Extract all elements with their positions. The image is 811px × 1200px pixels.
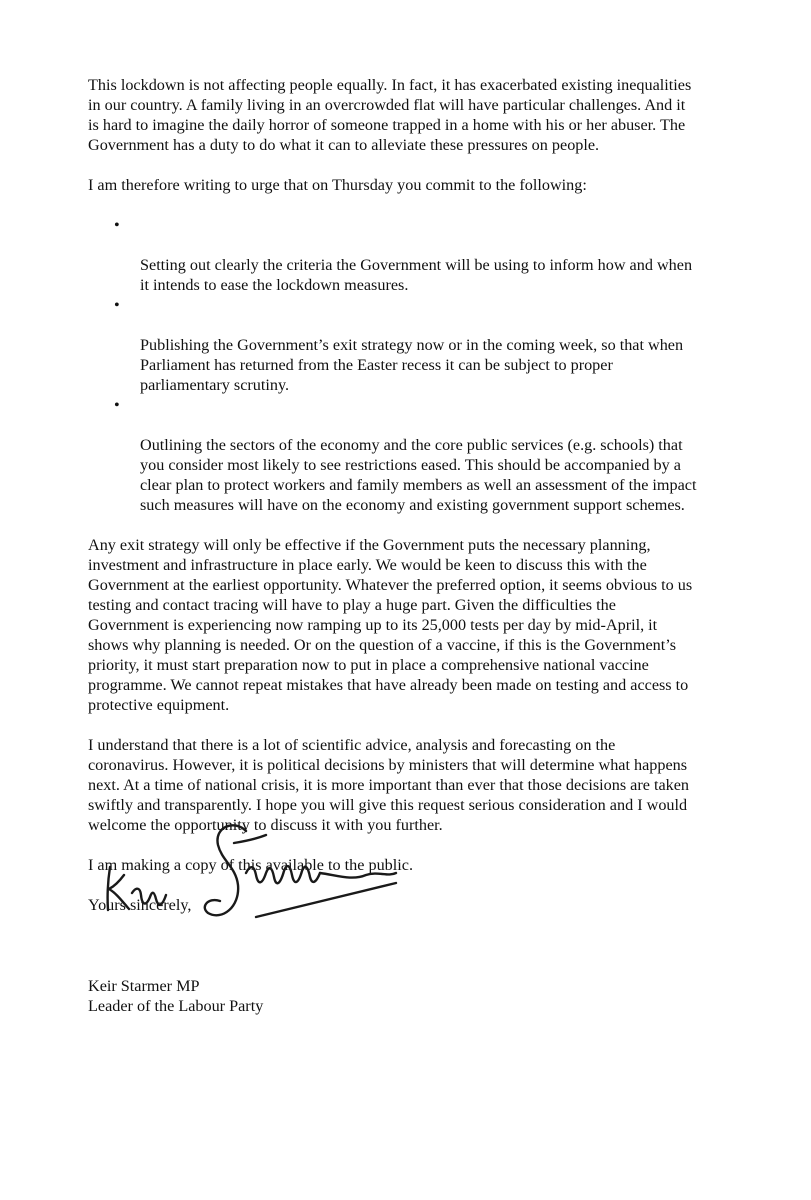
handwritten-signature (96, 815, 426, 945)
bullet-icon: • (114, 396, 120, 414)
paragraph-request-intro: I am therefore writing to urge that on Thursday you commit to the following: (88, 176, 587, 194)
signatory-title: Leader of the Labour Party (88, 997, 264, 1015)
paragraph-public-copy: I am making a copy of this available to the public. (88, 856, 414, 874)
list-item-text: Outlining the sectors of the economy and the core public services (e.g. schools) that you consider most likely to see restrictions eased. This should be accompanied by a clear plan to protect workers and family members as well an assessment of the impact such measures will have on the economy and existing government support schemes. (140, 436, 697, 514)
list-item-text: Setting out clearly the criteria the Government will be using to inform how and when it intends to ease the lockdown measures. (140, 256, 693, 294)
list-item-text: Publishing the Government’s exit strategy now or in the coming week, so that when Parliament has returned from the Easter recess it can be subject to proper parliamentary scrutiny. (140, 336, 684, 394)
letter-body (88, 75, 748, 915)
signature-drawing (96, 815, 426, 945)
bullet-icon: • (114, 296, 120, 314)
request-list (88, 215, 748, 515)
bullet-icon: • (114, 216, 120, 234)
signatory-name: Keir Starmer MP (88, 977, 200, 995)
closing-salutation: Yours sincerely, (88, 896, 192, 914)
list-item (88, 395, 748, 515)
paragraph-scientific-advice: I understand that there is a lot of scientific advice, analysis and forecasting on the coronavirus. However, it is political decisions by ministers that will determine what happens next. At a time of national crisis, it is more important than ever that those decisions are taken swiftly and transparently. I hope you will give this request serious consideration and I would welcome the opportunity to discuss it with you further. (88, 736, 690, 834)
paragraph-exit-strategy: Any exit strategy will only be effective if the Government puts the necessary planning, investment and infrastructure in place early. We would be keen to discuss this with the Government at the earliest opportunity. Whatever the preferred option, it seems obvious to us testing and contact tracing will have to play a huge part. Given the difficulties the Government is experiencing now ramping up to its 25,000 tests per day by mid-April, it shows why planning is needed. Or on the question of a vaccine, if this is the Government’s priority, it must start preparation now to put in place a comprehensive national vaccine programme. We cannot repeat mistakes that have already been made on testing and access to protective equipment. (88, 536, 693, 714)
signatory-block (88, 976, 263, 1016)
list-item (88, 295, 748, 395)
paragraph-inequalities: This lockdown is not affecting people equally. In fact, it has exacerbated existing inequalities in our country. A family living in an overcrowded flat will have particular challenges. And it is hard to imagine the daily horror of someone trapped in a home with his or her abuser. The Government has a duty to do what it can to alleviate these pressures on people. (88, 76, 692, 154)
list-item (88, 215, 748, 295)
